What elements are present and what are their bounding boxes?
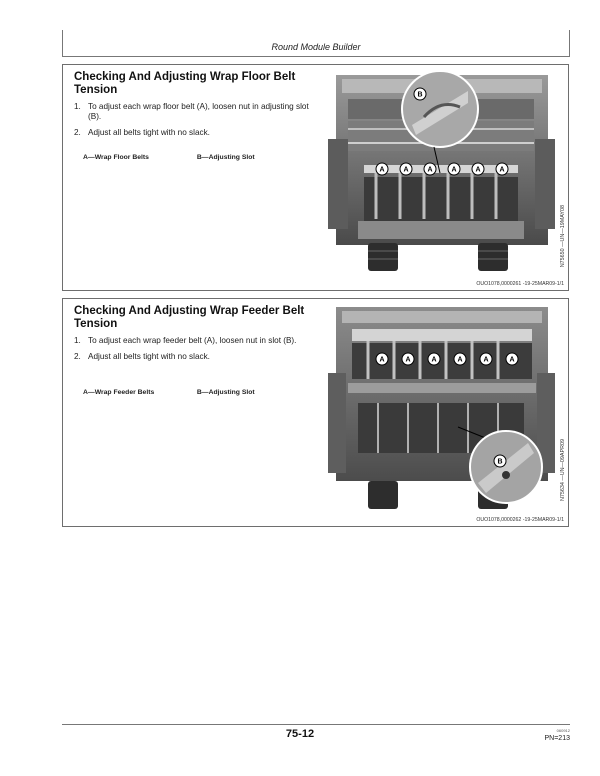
svg-text:A: A [451,166,457,174]
step-text: Adjust all belts tight with no slack. [88,128,210,137]
svg-text:A: A [403,166,409,174]
callout-a [376,163,388,175]
svg-text:A: A [475,166,481,174]
footer-pn: PN=213 [544,735,570,742]
footer-small-code: 060912 [556,728,570,733]
svg-text:A: A [427,166,433,174]
callout-a [496,163,508,175]
footer-rule [62,724,570,725]
running-head: Round Module Builder [271,42,361,52]
callout-a [506,353,518,365]
figure-legend [83,389,255,396]
callout-b-label: B [417,91,423,99]
callout-a [454,353,466,365]
page-number: 75-12 [285,728,315,740]
reference-code: OUO1078,0000261 -19-25MAR09-1/1 [476,281,564,287]
step-list [74,102,319,144]
svg-text:A: A [509,356,515,364]
svg-text:A: A [499,166,505,174]
figure-id: N75650 —UN—19MAY08 [560,205,566,268]
callout-a [480,353,492,365]
step-number: 2. [74,352,81,361]
callout-b-label: B [497,458,503,466]
callout-a [424,163,436,175]
header-rule [62,56,570,57]
callout-a [400,163,412,175]
step-item [74,128,319,138]
legend-b: B—Adjusting Slot [196,154,255,161]
svg-text:A: A [379,356,385,364]
callout-a [402,353,414,365]
section-wrap-floor-belt [62,64,569,291]
legend-a: A—Wrap Floor Belts [83,154,149,161]
callout-b [494,455,506,467]
legend-b: B—Adjusting Slot [196,389,255,396]
wrap-feeder-belt-photo [328,303,555,513]
step-list [74,336,319,368]
figure-id: N75634 —UN—09APR09 [560,439,566,502]
section-title: Checking And Adjusting Wrap Floor Belt Tension [74,71,296,96]
svg-text:A: A [431,356,437,364]
svg-text:A: A [379,166,385,174]
step-text: Adjust all belts tight with no slack. [88,352,210,361]
step-number: 1. [74,336,81,345]
step-item [74,336,319,346]
callout-a [448,163,460,175]
reference-code: OUO1078,0000262 -19-25MAR09-1/1 [476,517,564,523]
callout-a [428,353,440,365]
wrap-floor-belt-photo [328,69,555,276]
callout-b [414,88,426,100]
callout-a [472,163,484,175]
step-item [74,102,319,122]
step-number: 2. [74,128,81,137]
section-wrap-feeder-belt [62,298,569,527]
callout-a [376,353,388,365]
legend-a: A—Wrap Feeder Belts [83,389,155,396]
svg-text:A: A [483,356,489,364]
step-item [74,352,319,362]
section-title: Checking And Adjusting Wrap Feeder Belt Tension [74,305,305,330]
svg-text:A: A [457,356,463,364]
figure-legend [83,154,255,161]
step-text: To adjust each wrap feeder belt (A), loosen nut in slot (B). [88,336,297,345]
step-text: To adjust each wrap floor belt (A), loosen nut in adjusting slot (B). [88,102,309,121]
svg-text:A: A [405,356,411,364]
step-number: 1. [74,102,81,111]
